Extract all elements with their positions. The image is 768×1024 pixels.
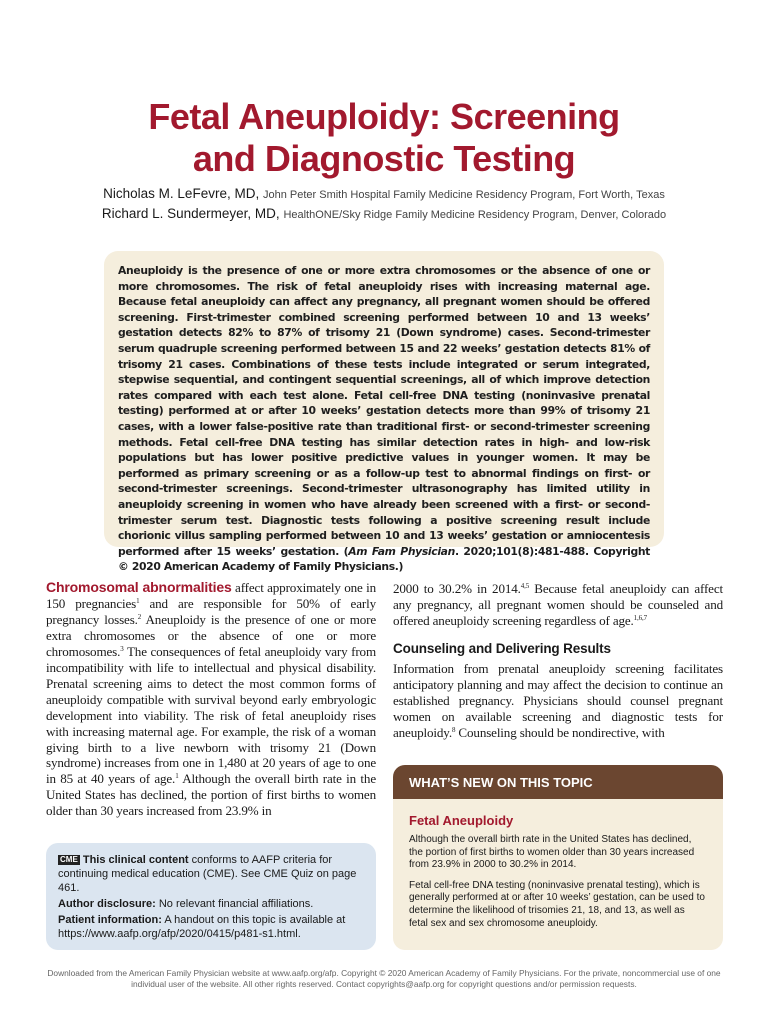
counseling-paragraph: Information from prenatal aneuploidy screening facilitates anticipatory planning and may affect the decision to continue an established pregnancy. Physicians should counsel pregnant women on available screening and diagnostic tests for aneuploidy.$^8$ Counseling should be nondirective, with bbox=[393, 660, 723, 740]
patient-information: Patient information: A handout on this topic is available at https://www.aafp.org/afp/2020/0415/p481-s1.html. bbox=[58, 914, 346, 940]
left-column bbox=[46, 580, 376, 819]
title-line-2: and Diagnostic Testing bbox=[192, 138, 576, 179]
cme-statement: CME This clinical content conforms to AAFP criteria for continuing medical education (CME). See CME Quiz on page 461. bbox=[58, 854, 357, 894]
whats-new-item: Fetal cell-free DNA testing (noninvasive prenatal testing), which is generally performed at or after 10 weeks’ gestation, can be used to determine the likelihood of trisomies 21, 18, and 13, as well as fetal sex and sex chromosome aneuploidy. bbox=[409, 879, 705, 929]
whats-new-list bbox=[393, 828, 723, 930]
citation: 8 bbox=[451, 725, 456, 734]
whats-new-item: Although the overall birth rate in the United States has declined, the portion of first births to women older than 30 years increased from 23.9% in 2000 to 30.2% in 2014. bbox=[409, 834, 695, 871]
citation: 1,6,7 bbox=[633, 613, 647, 622]
right-column bbox=[393, 581, 723, 741]
author-disclosure: Author disclosure: No relevant financial affiliations. bbox=[58, 898, 314, 910]
citation: 2 bbox=[137, 612, 142, 621]
author-line-1 bbox=[0, 186, 768, 201]
whats-new-subheading: Fetal Aneuploidy bbox=[409, 813, 514, 828]
lead-in: Chromosomal abnormalities bbox=[46, 579, 232, 595]
cme-badge: CME bbox=[60, 855, 78, 864]
section-heading: Counseling and Delivering Results bbox=[393, 640, 611, 656]
author-name: Richard L. Sundermeyer, MD, bbox=[101, 206, 280, 221]
continued-paragraph: 2000 to 30.2% in 2014.$^{4,5}$ Because fetal aneuploidy can affect any pregnancy, all pregnant women should be counseled and offered aneuploidy screening regardless of age.$^{1,6,7}$ bbox=[393, 581, 723, 628]
cme-box bbox=[46, 843, 376, 950]
abstract-box bbox=[104, 251, 664, 574]
intro-paragraph: Chromosomal abnormalities affect approximately one in 150 pregnancies$^1$ and are responsible for 50% of early pregnancy losses.$^2$ Aneuploidy is the presence of one or more extra chromosomes or the absence of one or more chromosomes.$^3$ The consequences of fetal aneuploidy vary from incompatibility with life to intellectual and physical disability. Prenatal screening aims to detect the most common forms of aneuploidy compatible with survival beyond early embryologic development into viability. The risk of fetal aneuploidy rises with increasing maternal age. For example, the risk of a woman giving birth to a live newborn with trisomy 21 (Down syndrome) increases from one in 1,480 at 20 years of age to one in 85 at 40 years of age.$^1$ Although the overall birth rate in the United States has declined, the portion of first births to women older than 30 years increased from 23.9% in bbox=[46, 579, 377, 819]
author-affiliation: John Peter Smith Hospital Family Medicine Residency Program, Fort Worth, Texas bbox=[262, 189, 665, 201]
title-line-1: Fetal Aneuploidy: Screening bbox=[148, 96, 620, 137]
whats-new-box bbox=[393, 765, 723, 950]
journal-name: Am Fam Physician bbox=[348, 544, 455, 558]
article-title bbox=[0, 96, 768, 180]
citation: 1 bbox=[175, 772, 179, 781]
author-line-2 bbox=[0, 206, 768, 221]
author-name: Nicholas M. LeFevre, MD, bbox=[103, 186, 260, 201]
handout-link[interactable]: A handout on this topic is available at https://www.aafp.org/afp/2020/0415/p481-s1.html. bbox=[58, 914, 346, 940]
citation: 3 bbox=[120, 644, 124, 653]
citation: 4,5 bbox=[520, 582, 530, 590]
author-affiliation: HealthONE/Sky Ridge Family Medicine Residency Program, Denver, Colorado bbox=[283, 209, 667, 221]
abstract-text: Aneuploidy is the presence of one or more extra chromosomes or the absence of one or more chromosomes. The risk of fetal aneuploidy rises with increasing maternal age. Because fetal aneuploidy can affect any pregnancy, all pregnant women should be offered screening. First-trimester combined screening performed between 10 and 13 weeks’ gestation detects 82% to 87% of trisomy 21 (Down syndrome) cases. Second-trimester serum quadruple screening performed between 15 and 22 weeks’ gestation detects 81% of trisomy 21 cases. Combinations of these tests include integrated or serum integrated, stepwise sequential, and contingent sequential screenings, all of which improve detection rates compared with each test alone. Fetal cell-free DNA testing (noninvasive prenatal testing) performed at or after 10 weeks’ gestation detects more than 99% of trisomy 21 cases, with a lower false-positive rate than traditional first- or second-trimester screening methods. Fetal cell-free DNA testing has similar detection rates in high- and low-risk populations but has lower positive predictive values in younger women. It may be performed as primary screening or as a follow-up test to abnormal findings on first- or second-trimester screenings. Second-trimester ultrasonography has limited utility in aneuploidy screening in women who have already been screened with a first- or second-trimester serum test. Diagnostic tests following a positive screening result include chorionic villus sampling performed between 10 and 13 weeks’ gestation or amniocentesis performed after 15 weeks’ gestation. (Am Fam Physician. 2020;101(8):481-488. Copyright © 2020 American Academy of Family Physicians.) bbox=[118, 264, 650, 574]
citation: 1 bbox=[136, 596, 140, 605]
whats-new-header: WHAT’S NEW ON THIS TOPIC bbox=[393, 765, 723, 799]
copyright-footer: Downloaded from the American Family Physician website at www.aafp.org/afp. Copyright © 2020 American Academy of Family Physicians. For the private, noncommercial use of one individual user of the website. All other rights reserved. Contact copyrights@aafp.org for copyright questions and/or permission requests. bbox=[47, 968, 721, 989]
